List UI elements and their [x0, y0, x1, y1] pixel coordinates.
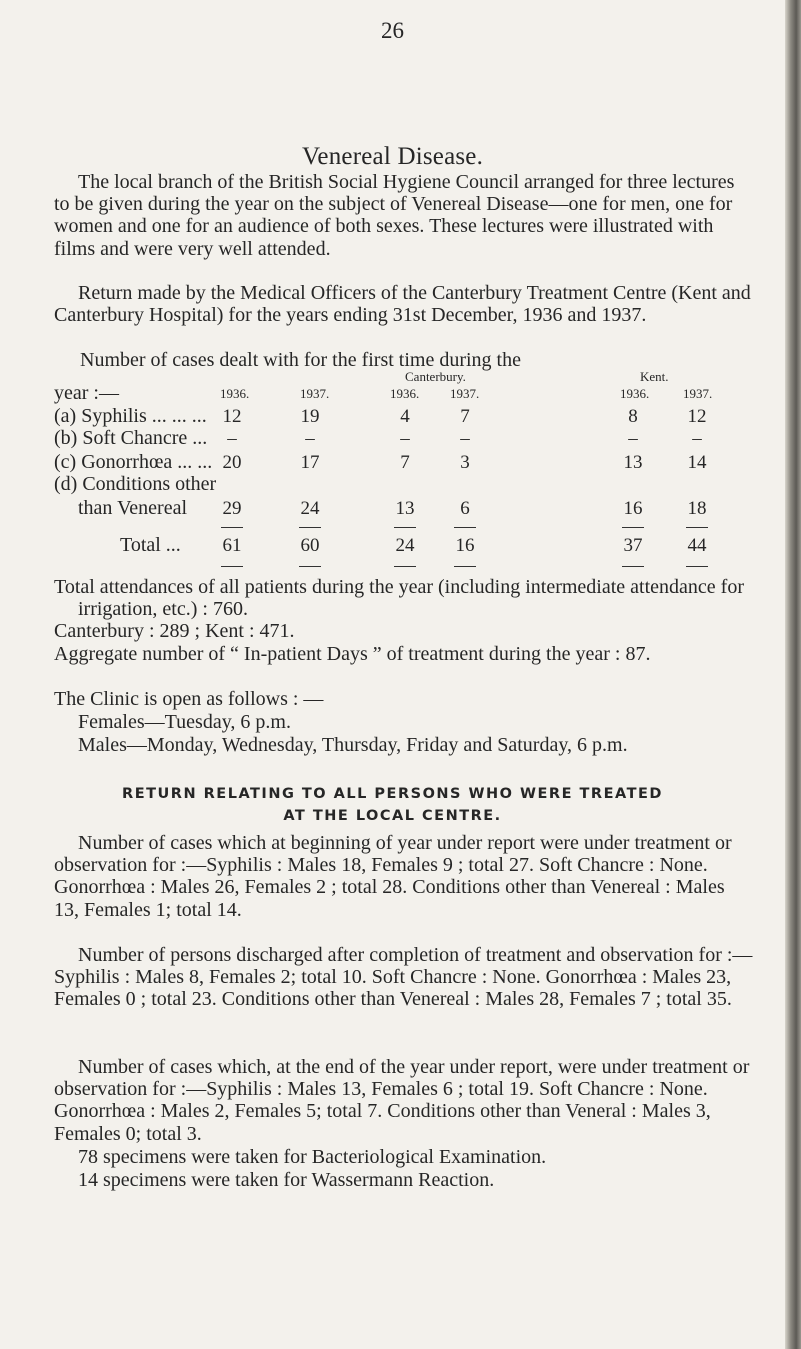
table-cell: 6: [460, 498, 470, 519]
attendance-total: Total attendances of all patients during the year (including intermediate attendance for irrigation, etc.) : 760.: [54, 576, 744, 621]
table-row-label: (b) Soft Chancre ...: [54, 427, 208, 449]
table-rule: [221, 566, 243, 567]
table-rule: [299, 566, 321, 567]
table-total-cell: 37: [623, 535, 643, 556]
year-header: 1937.: [450, 386, 480, 401]
table-group-kent: Kent.: [640, 369, 669, 384]
return-heading: RETURN RELATING TO ALL PERSONS WHO WERE TREATED: [122, 786, 663, 802]
table-total-cell: 60: [300, 535, 320, 556]
paragraph-bacteriological: 78 specimens were taken for Bacteriological Examination.: [78, 1146, 547, 1168]
table-row-label: (c) Gonorrhœa ... ...: [54, 451, 213, 473]
table-cell: 13: [395, 498, 415, 519]
table-cell: 29: [222, 498, 242, 519]
table-cell: 24: [300, 498, 320, 519]
table-row-label: (a) Syphilis ... ... ...: [54, 405, 207, 427]
year-header: 1936.: [220, 386, 250, 401]
table-cell: –: [227, 428, 237, 449]
table-rule: [394, 527, 416, 528]
table-row-label: than Venereal: [78, 497, 188, 519]
table-cell: 12: [687, 406, 707, 427]
table-heading: Number of cases dealt with for the first time during the: [80, 349, 521, 371]
table-cell: 20: [222, 452, 242, 473]
page-number: 26: [381, 18, 404, 43]
table-cell: –: [460, 428, 470, 449]
paragraph-discharged: Number of persons discharged after completion of treatment and observation for :—Syphilis : Males 8, Females 2; total 10. Soft Chancre : None. Gonorrhœa : Males 23, Females 0 ; total 23. Conditions other than Venereal : Males 28, Females 7 ; total 35.: [54, 944, 753, 1011]
table-cell: 18: [687, 498, 707, 519]
table-cell: 7: [460, 406, 470, 427]
table-cell: 14: [687, 452, 707, 473]
intro-paragraph: The local branch of the British Social Hygiene Council arranged for three lectures to be given during the year on the subject of Venereal Disease—one for men, one for women and one for an audience of both sexes. These lectures were illustrated with films and were very well attended.: [54, 171, 735, 260]
table-rule: [394, 566, 416, 567]
paragraph-beginning-of-year: Number of cases which at beginning of year under report were under treatment or observation for :—Syphilis : Males 18, Females 9 ; total 27. Soft Chancre : None. Gonorrhœa : Males 26, Females 2 ; total 28. Conditions other than Venereal : Males 13, Females 1; total 14.: [54, 832, 732, 921]
attendance-split: Canterbury : 289 ; Kent : 471.: [54, 620, 295, 642]
clinic-hours-females: Females—Tuesday, 6 p.m.: [78, 711, 291, 733]
table-cell: 12: [222, 406, 242, 427]
section-title: Venereal Disease.: [301, 143, 484, 170]
year-header: 1937.: [300, 386, 330, 401]
table-cell: –: [692, 428, 702, 449]
table-rule: [299, 527, 321, 528]
table-total-label: Total ...: [120, 534, 181, 556]
table-row-label: (d) Conditions other: [54, 473, 217, 495]
table-cell: 17: [300, 452, 320, 473]
table-total-cell: 61: [222, 535, 242, 556]
table-rule: [221, 527, 243, 528]
table-total-cell: 44: [687, 535, 707, 556]
table-cell: 19: [300, 406, 320, 427]
clinic-open-heading: The Clinic is open as follows : —: [54, 688, 324, 710]
table-rule: [686, 527, 708, 528]
table-cell: 13: [623, 452, 643, 473]
table-group-canterbury: Canterbury.: [405, 369, 466, 384]
table-rule: [686, 566, 708, 567]
table-year-label: year :—: [54, 382, 119, 404]
table-total-cell: 24: [395, 535, 415, 556]
paragraph-wassermann: 14 specimens were taken for Wassermann Reaction.: [78, 1169, 495, 1191]
table-cell: –: [628, 428, 638, 449]
book-binding-edge: [785, 0, 801, 1349]
paragraph-end-of-year: Number of cases which, at the end of the year under report, were under treatment or observation for :—Syphilis : Males 13, Females 6 ; total 19. Soft Chancre : None. Gonorrhœa : Males 2, Females 5; total 7. Conditions other than Veneral : Males 3, Females 0; total 3.: [54, 1056, 750, 1145]
inpatient-days: Aggregate number of “ In-patient Days ” of treatment during the year : 87.: [54, 643, 651, 665]
clinic-hours-males: Males—Monday, Wednesday, Thursday, Friday and Saturday, 6 p.m.: [78, 734, 628, 756]
table-rule: [454, 566, 476, 567]
table-cell: 16: [623, 498, 643, 519]
table-cell: –: [400, 428, 410, 449]
year-header: 1937.: [683, 386, 713, 401]
return-paragraph: Return made by the Medical Officers of the Canterbury Treatment Centre (Kent and Canterbury Hospital) for the years ending 31st December, 1936 and 1937.: [54, 282, 751, 327]
return-heading-line2: AT THE LOCAL CENTRE.: [283, 808, 502, 824]
table-rule: [622, 566, 644, 567]
table-rule: [454, 527, 476, 528]
year-header: 1936.: [620, 386, 650, 401]
table-total-cell: 16: [455, 535, 475, 556]
table-cell: 3: [460, 452, 470, 473]
table-cell: 4: [400, 406, 410, 427]
table-cell: 7: [400, 452, 410, 473]
year-header: 1936.: [390, 386, 420, 401]
table-cell: –: [305, 428, 315, 449]
table-rule: [622, 527, 644, 528]
table-cell: 8: [628, 406, 638, 427]
